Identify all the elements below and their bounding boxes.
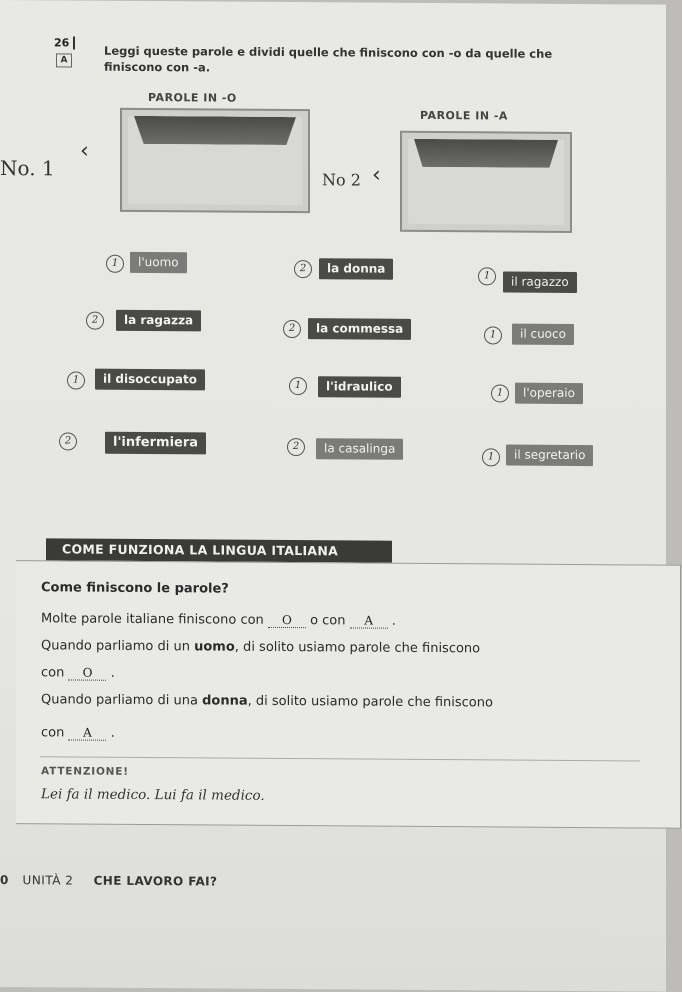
box-a[interactable] (400, 131, 572, 233)
fill-blank[interactable]: O (68, 665, 106, 680)
grammar-line-2 (41, 638, 480, 656)
word-tag[interactable]: il ragazzo (503, 272, 577, 294)
grammar-question: Come finiscono le parole? (41, 580, 229, 597)
answer-circle[interactable]: 1 (482, 448, 500, 466)
text: con (41, 725, 65, 741)
unit-title: CHE LAVORO FAI? (93, 873, 218, 889)
answer-circle[interactable]: 1 (484, 326, 502, 344)
answer-circle[interactable]: 2 (86, 312, 104, 330)
keyword: uomo (194, 639, 235, 655)
section-banner: COME FUNZIONA LA LINGUA ITALIANA (46, 538, 392, 562)
answer-circle[interactable]: 1 (289, 377, 307, 395)
grammar-line-3 (41, 665, 115, 681)
answer-circle[interactable]: 2 (287, 438, 305, 456)
word-tag[interactable]: il disoccupato (95, 369, 205, 391)
exercise-number: 26 (54, 36, 75, 49)
answer-circle[interactable]: 1 (478, 267, 496, 285)
box-o-opening (134, 116, 296, 145)
page-number: 0 (0, 873, 9, 888)
period: . (387, 613, 396, 629)
arrow-left-icon: ‹ (372, 162, 381, 188)
unit-label: UNITÀ 2 (22, 873, 74, 888)
answer-circle[interactable]: 2 (283, 320, 301, 338)
word-tag[interactable]: la donna (319, 258, 393, 280)
word-tag[interactable]: l'infermiera (105, 432, 206, 455)
period: . (106, 725, 115, 741)
text: Molte parole italiane finiscono con (41, 611, 264, 628)
answer-circle[interactable]: 1 (106, 255, 124, 273)
word-tag[interactable]: la commessa (308, 318, 411, 340)
text: o con (310, 613, 346, 629)
word-tag[interactable]: il cuoco (512, 324, 574, 345)
fill-blank[interactable]: O (268, 613, 306, 628)
answer-circle[interactable]: 1 (491, 384, 509, 402)
exercise-level-badge: A (56, 53, 72, 67)
word-tag[interactable]: la ragazza (116, 310, 201, 332)
box-a-opening (414, 139, 558, 168)
text: con (41, 665, 65, 681)
grammar-line-4 (41, 692, 493, 710)
text: , di solito usiamo parole che finiscono (247, 693, 493, 711)
attention-label: ATTENZIONE! (41, 765, 129, 778)
word-tag[interactable]: l'idraulico (318, 376, 401, 398)
word-tag[interactable]: il segretario (506, 445, 593, 467)
grammar-line-1 (41, 611, 396, 628)
text: Quando parliamo di una (41, 692, 203, 709)
word-tag[interactable]: la casalinga (316, 438, 403, 460)
attention-example: Lei fa il medico. Lui fa il medico. (41, 786, 265, 804)
box-o[interactable] (120, 108, 310, 213)
period: . (106, 665, 115, 681)
word-tag[interactable]: l'uomo (130, 252, 187, 273)
answer-circle[interactable]: 1 (67, 371, 85, 389)
grammar-line-5 (41, 725, 115, 741)
answer-circle[interactable]: 2 (59, 432, 77, 450)
page-footer (0, 873, 217, 889)
word-tag[interactable]: l'operaio (515, 383, 583, 404)
box-a-handwritten-label: No 2 (322, 170, 361, 190)
box-o-handwritten-label: No. 1 (0, 156, 55, 181)
keyword: donna (202, 693, 248, 709)
exercise-instruction: Leggi queste parole e dividi quelle che finiscono con -o da quelle che finiscono con -a. (104, 43, 553, 75)
fill-blank[interactable]: A (350, 613, 388, 628)
box-a-title: PAROLE IN -A (420, 108, 508, 123)
text: , di solito usiamo parole che finiscono (234, 639, 481, 657)
text: Quando parliamo di un (41, 638, 195, 655)
arrow-left-icon: ‹ (80, 138, 89, 164)
answer-circle[interactable]: 2 (294, 260, 312, 278)
fill-blank[interactable]: A (68, 725, 106, 740)
box-o-title: PAROLE IN -O (148, 91, 237, 105)
